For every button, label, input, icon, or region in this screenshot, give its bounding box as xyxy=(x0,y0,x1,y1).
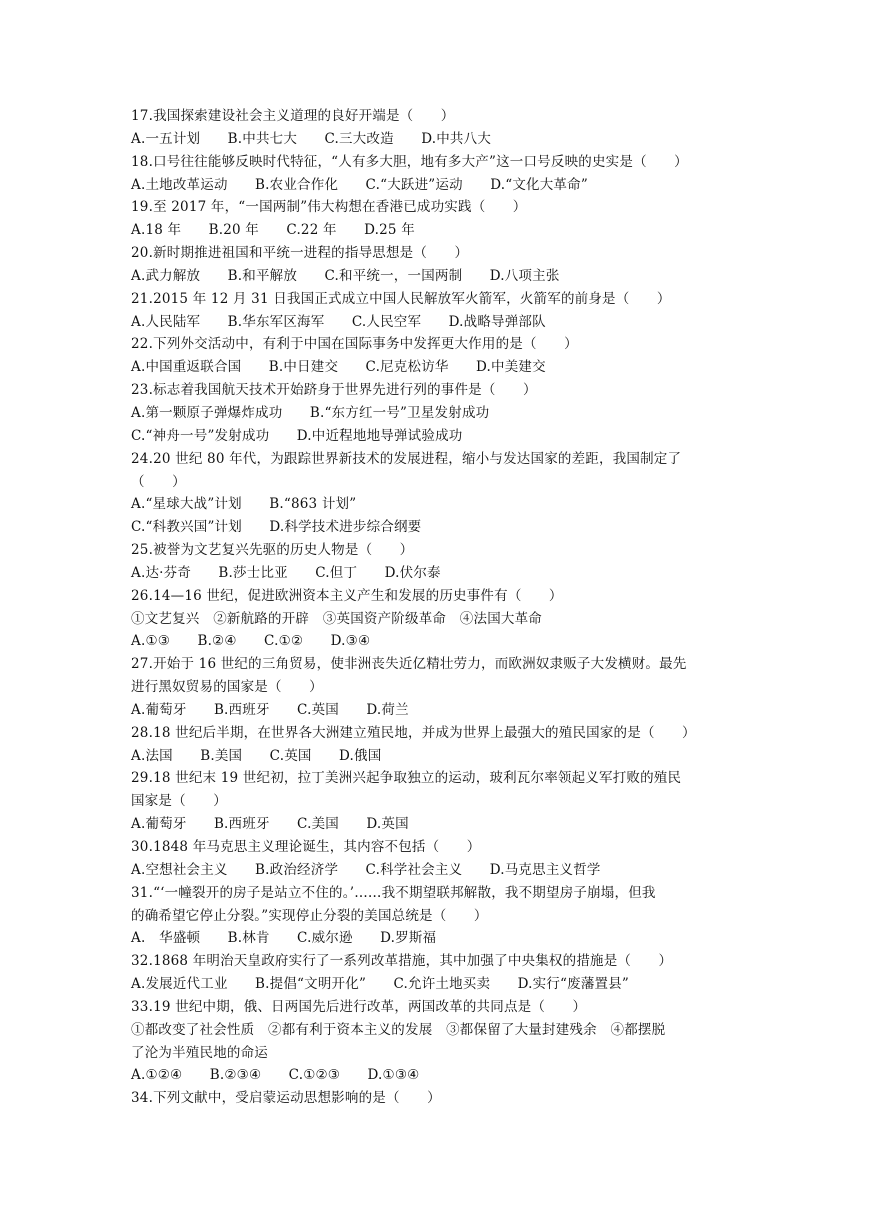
text-line: A.人民陆军 B.华东军区海军 C.人民空军 D.战略导弹部队 xyxy=(131,313,546,330)
text-line: 24.20 世纪 80 年代，为跟踪世界新技术的发展进程，缩小与发达国家的差距，我国制定了 xyxy=(131,450,682,467)
exam-page xyxy=(131,105,743,1110)
text-line: （ ） xyxy=(131,473,186,490)
text-line: C.“神舟一号”发射成功 D.中近程地地导弹试验成功 xyxy=(131,427,463,444)
text-line: A.①③ B.②④ C.①② D.③④ xyxy=(131,633,371,650)
text-line: 22.下列外交活动中，有利于中国在国际事务中发挥更大作用的是（ ） xyxy=(131,336,578,353)
text-line: ①都改变了社会性质 ②都有利于资本主义的发展 ③都保留了大量封建残余 ④都摆脱 xyxy=(131,1021,666,1038)
text-line: A.葡萄牙 B.西班牙 C.美国 D.英国 xyxy=(131,816,409,833)
text-line: A.空想社会主义 B.政治经济学 C.科学社会主义 D.马克思主义哲学 xyxy=(131,861,601,878)
text-line: 的确希望它停止分裂。”实现停止分裂的美国总统是（ ） xyxy=(131,907,488,924)
text-line: A.葡萄牙 B.西班牙 C.英国 D.荷兰 xyxy=(131,701,409,718)
text-line: 18.口号往往能够反映时代特征，“人有多大胆，地有多大产”这一口号反映的史实是（ ） xyxy=(131,153,688,170)
text-line: 28.18 世纪后半期，在世界各大洲建立殖民地，并成为世界上最强大的殖民国家的是（ ） xyxy=(131,724,696,741)
text-line: 23.标志着我国航天技术开始跻身于世界先进行列的事件是（ ） xyxy=(131,382,537,399)
text-line: 29.18 世纪末 19 世纪初，拉丁美洲兴起争取独立的运动，玻利瓦尔率领起义军打败的殖民 xyxy=(131,770,682,787)
text-line: A.①②④ B.②③④ C.①②③ D.①③④ xyxy=(131,1067,420,1084)
text-line: ①文艺复兴 ②新航路的开辟 ③英国资产阶级革命 ④法国大革命 xyxy=(131,610,542,627)
text-line: 26.14—16 世纪，促进欧洲资本主义产生和发展的历史事件有（ ） xyxy=(131,587,563,604)
text-line: A.达·芬奇 B.莎士比亚 C.但丁 D.伏尔泰 xyxy=(131,564,441,581)
text-line: 25.被誉为文艺复兴先驱的历史人物是（ ） xyxy=(131,542,414,559)
text-line: A.中国重返联合国 B.中日建交 C.尼克松访华 D.中美建交 xyxy=(131,359,546,376)
text-line: 31.“‘一幢裂开的房子是站立不住的。’……我不期望联邦解散，我不期望房子崩塌，但我 xyxy=(131,884,656,901)
text-line: 了沦为半殖民地的命运 xyxy=(131,1044,268,1061)
text-line: A.发展近代工业 B.提倡“文明开化” C.允许土地买卖 D.实行“废藩置县” xyxy=(131,976,630,993)
text-line: 20.新时期推进祖国和平统一进程的指导思想是（ ） xyxy=(131,245,469,262)
text-line: 进行黑奴贸易的国家是（ ） xyxy=(131,679,323,696)
text-line: 19.至 2017 年，“一国两制”伟大构想在香港已成功实践（ ） xyxy=(131,199,527,216)
text-line: A.一五计划 B.中共七大 C.三大改造 D.中共八大 xyxy=(131,130,492,147)
text-line: A.18 年 B.20 年 C.22 年 D.25 年 xyxy=(131,222,415,239)
text-line: A.法国 B.美国 C.英国 D.俄国 xyxy=(131,747,382,764)
text-line: 34.下列文献中，受启蒙运动思想影响的是（ ） xyxy=(131,1090,441,1107)
text-line: 27.开始于 16 世纪的三角贸易，使非洲丧失近亿精壮劳力，而欧洲奴隶贩子大发横财。最先 xyxy=(131,656,687,673)
text-line: A.土地改革运动 B.农业合作化 C.“大跃进”运动 D.“文化大革命” xyxy=(131,176,588,193)
text-line: C.“科教兴国”计划 D.科学技术进步综合纲要 xyxy=(131,519,422,536)
text-line: 32.1868 年明治天皇政府实行了一系列改革措施，其中加强了中央集权的措施是（ ） xyxy=(131,953,673,970)
text-line: A.武力解放 B.和平解放 C.和平统一，一国两制 D.八项主张 xyxy=(131,267,560,284)
text-line: A. 华盛顿 B.林肯 C.威尔逊 D.罗斯福 xyxy=(131,930,437,947)
text-line: 30.1848 年马克思主义理论诞生，其内容不包括（ ） xyxy=(131,839,481,855)
text-line: 33.19 世纪中期，俄、日两国先后进行改革，两国改革的共同点是（ ） xyxy=(131,998,587,1015)
text-line: A.第一颗原子弹爆炸成功 B.“东方红一号”卫星发射成功 xyxy=(131,404,490,421)
text-line: A.“星球大战”计划 B.“863 计划” xyxy=(131,496,357,513)
text-line: 17.我国探索建设社会主义道理的良好开端是（ ） xyxy=(131,108,455,124)
text-line: 21.2015 年 12 月 31 日我国正式成立中国人民解放军火箭军，火箭军的前身是（ ） xyxy=(131,290,671,307)
text-line: 国家是（ ） xyxy=(131,793,227,810)
